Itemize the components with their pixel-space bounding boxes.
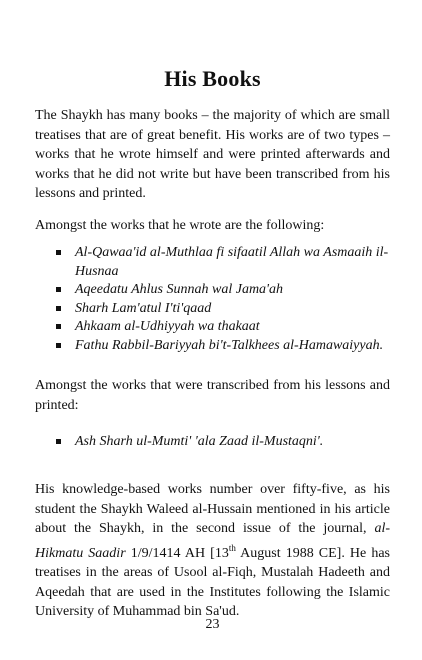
book-title: Ahkaam al-Udhiyyah wa thakaat <box>75 319 260 334</box>
bullet-icon <box>56 324 61 329</box>
works-count-paragraph <box>35 480 390 622</box>
book-title: Fathu Rabbil-Bariyyah bi't-Talkhees al-Hamawaiyyah. <box>75 337 384 353</box>
section-heading: His Books <box>164 66 261 91</box>
written-works-intro: Amongst the works that he wrote are the following: <box>35 218 325 233</box>
paragraph-text: His knowledge-based works number over fifty-five, as his student the Shaykh Waleed al-Hussain mentioned in his article about the Shaykh, in the second issue of the journal, <box>35 482 390 536</box>
book-title: Sharh Lam'atul I'ti'qaad <box>75 300 212 316</box>
intro-paragraph: The Shaykh has many books – the majority of which are small treatises that are of great benefit. His works are of two types – works that he wrote himself and were printed afterwards and works that he did not write but have been transcribed from his lessons and printed. <box>35 108 390 201</box>
bullet-icon <box>56 439 61 444</box>
list-item <box>35 318 390 337</box>
journal-title: al-Hikmatu Saadir <box>35 521 390 561</box>
list-item <box>35 433 390 452</box>
book-title: Al-Qawaa'id al-Muthlaa fi sifaatil Allah wa Asmaaih il-Husnaa <box>75 245 389 279</box>
paragraph-text: August 1988 CE]. He has treatises in the areas of Usool al-Fiqh, Mustalah Hadeeth and Aqeedah that are used in the Institutes following the Islamic University of Muhammad bin Sa'ud. <box>35 545 391 619</box>
transcribed-works-list <box>35 433 390 452</box>
written-works-list <box>35 244 390 355</box>
page-number: 23 <box>205 617 220 632</box>
bullet-icon <box>56 287 61 292</box>
book-title: Ash Sharh ul-Mumti' 'ala Zaad il-Mustaqni'. <box>75 434 324 449</box>
bullet-icon <box>56 343 61 348</box>
ordinal-suffix: th <box>228 542 236 553</box>
transcribed-works-intro: Amongst the works that were transcribed from his lessons and printed: <box>35 378 390 413</box>
list-item <box>35 300 390 319</box>
paragraph-text: 1/9/1414 AH [13 <box>125 545 229 561</box>
bullet-icon <box>56 250 61 255</box>
book-title: Aqeedatu Ahlus Sunnah wal Jama'ah <box>75 282 284 297</box>
list-item <box>35 281 390 300</box>
book-page <box>35 0 390 660</box>
list-item <box>35 244 390 281</box>
list-item <box>35 337 390 356</box>
bullet-icon <box>56 306 61 311</box>
